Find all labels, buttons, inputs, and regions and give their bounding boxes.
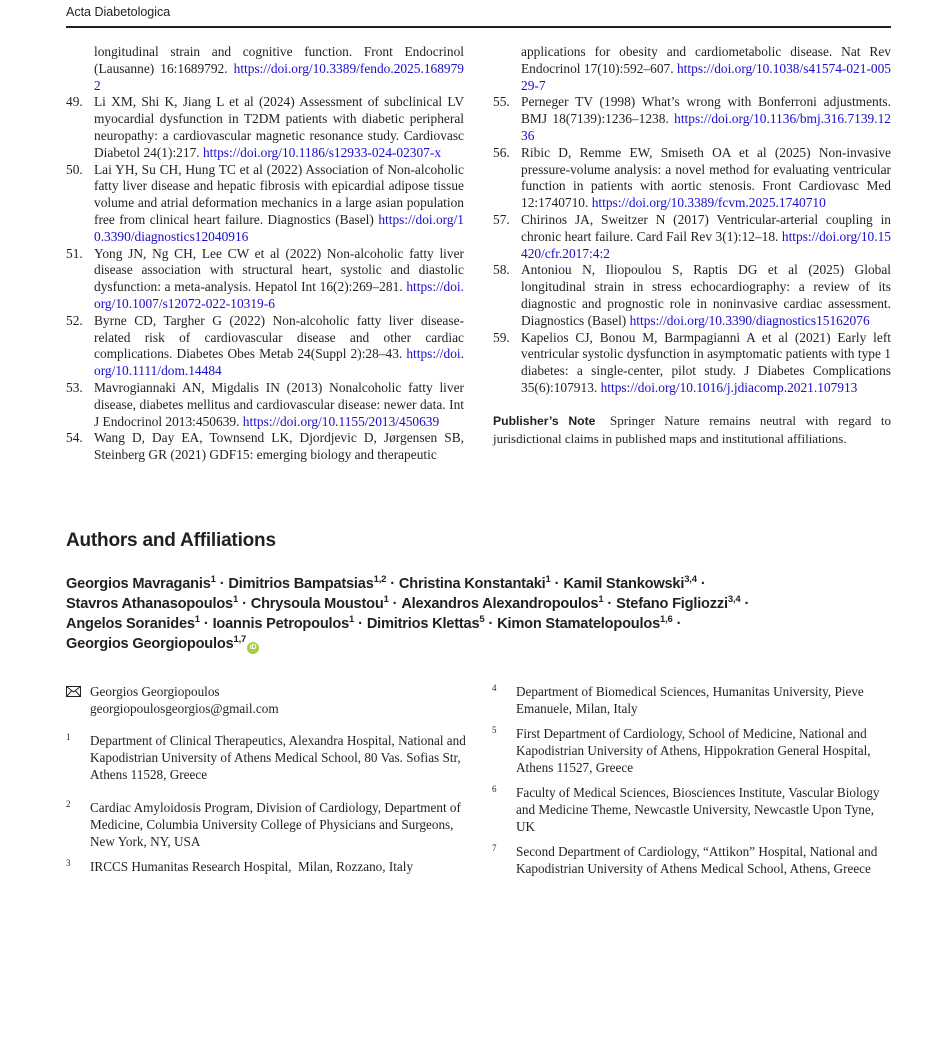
author-name[interactable]: Ioannis Petropoulos$^1$ [212,614,355,632]
author-separator: · [554,576,560,592]
reference-text: longitudinal strain and cognitive function. Front Endocrinol (Lausanne) 16:1689792. [94,44,464,76]
reference-text: Byrne CD, Targher G (2022) Non-alcoholic fatty liver disease-related risk of cardiovascular disease and other cardiac complications. Diabetes Obes Metab 24(Suppl 2):28–43. [94,312,464,362]
reference-doi-link[interactable]: https://doi.org/10.1038/s41574-021-00529-7 [521,60,891,93]
reference-number: 56. [493,144,510,160]
affiliation-text: IRCCS Humanitas Research Hospital, Milan, Rozzano, Italy [90,859,414,874]
author-name[interactable]: Christina Konstantaki$^1$ [398,574,551,592]
reference-doi-link[interactable]: https://doi.org/10.1007/s12072-022-10319-6 [94,279,464,311]
author-name[interactable]: Angelos Soranides$^1$ [66,614,200,632]
reference-doi-link[interactable]: https://doi.org/10.3390/diagnostics12040916 [94,211,464,244]
affiliation-number: 6 [492,784,497,794]
author-name[interactable]: Alexandros Alexandropoulos$^1$ [401,594,604,612]
author-name[interactable]: Chrysoula Moustou$^1$ [250,594,389,612]
affiliation-text: Department of Biomedical Sciences, Humanitas University, Pieve Emanuele, Milan, Italy [516,684,864,716]
author-separator: · [358,616,363,632]
reference-doi-link[interactable]: https://doi.org/10.1186/s12933-024-02307-x [202,144,442,160]
reference-number: 55. [493,94,510,110]
reference-doi-link[interactable]: https://doi.org/10.3390/diagnostics15162076 [629,312,870,328]
affiliation-text: Cardiac Amyloidosis Program, Division of Cardiology, Department of Medicine, Columbia University College of Physicians and Surgeons, New York, NY, USA [90,800,461,849]
affiliation-text: Department of Clinical Therapeutics, Alexandra Hospital, National and Kapodistrian University of Athens Medical School, 80 Vas. Sofias Str, Athens 11528, Greece [90,733,466,782]
affiliation-item [492,784,892,835]
reference-item [493,44,891,94]
reference-text: Antoniou N, Iliopoulou S, Raptis DG et al (2025) Global longitudinal strain in stress echocardiography: a review of its diagnostic and prognostic role in noninvasive cardiac assessment. Diagnostics (Basel) [521,262,891,328]
reference-text: Li XM, Shi K, Jiang L et al (2024) Assessment of subclinical LV myocardial dysfunction in T2DM patients with diabetic peripheral neuropathy: a cardiovascular magnetic resonance study. Cardiovasc Diabetol 24(1):217. [94,94,464,160]
affiliation-text: Second Department of Cardiology, “Attikon” Hospital, National and Kapodistrian University of Athens Medical School, Athens, Greece [516,844,878,876]
envelope-icon [66,686,81,697]
reference-item [493,212,891,262]
reference-text: Perneger TV (1998) What’s wrong with Bonferroni adjustments. BMJ 18(7139):1236–1238. [521,94,891,127]
reference-text: applications for obesity and cardiometabolic disease. Nat Rev Endocrinol 17(10):592–607. [521,44,891,76]
reference-text: Chirinos JA, Sweitzer N (2017) Ventricular-arterial coupling in chronic heart failure. Card Fail Rev 3(1):12–18. [521,211,891,244]
author-separator: · [203,616,209,632]
affiliation-number: 3 [66,858,71,868]
affiliations-column-left [66,683,466,883]
reference-number: 57. [493,211,510,227]
author-separator: · [676,616,682,632]
reference-doi-link[interactable]: https://doi.org/10.1155/2013/450639 [242,413,440,429]
reference-text: Yong JN, Ng CH, Lee CW et al (2022) Non-alcoholic fatty liver disease association with structural heart, systolic and diastolic dysfunction: a meta-analysis. Hepatol Int 16(2):269–281. [94,245,464,295]
author-separator: · [242,596,247,612]
reference-item [66,246,464,313]
author-name[interactable]: Kimon Stamatelopoulos$^{1,6}$ [497,614,673,632]
affiliation-number: 4 [492,683,497,693]
author-affiliation-ref: 5 [479,614,485,625]
reference-item [493,145,891,212]
affiliation-number: 7 [492,843,497,853]
reference-item [66,380,464,430]
author-affiliation-ref: 1 [349,614,355,625]
author-name[interactable]: Stefano Figliozzi$^{3,4}$ [616,594,741,612]
reference-doi-link[interactable]: https://doi.org/10.1111/dom.14484 [94,346,464,379]
reference-number: 59. [493,329,510,345]
reference-number: 52. [66,312,83,328]
author-affiliation-ref: 1,7 [233,634,247,645]
reference-doi-link[interactable]: https://doi.org/10.15420/cfr.2017:4:2 [521,228,891,261]
author-name[interactable]: Dimitrios Klettas$^5$ [366,614,485,632]
reference-doi-link[interactable]: https://doi.org/10.3389/fendo.2025.1689792 [94,60,464,93]
author-affiliation-ref: 3,4 [684,574,697,585]
corresponding-author-name: Georgios Georgiopoulos [90,684,220,699]
reference-item [66,44,464,94]
publisher-note-label: Publisher’s Note [493,413,596,428]
references-column-right [493,44,891,447]
orcid-icon[interactable]: iD [247,642,259,654]
affiliation-item [66,732,466,783]
affiliation-item [492,725,892,776]
publisher-note-text: Springer Nature remains neutral with regard to jurisdictional claims in published maps and institutional affiliations. [493,412,892,446]
reference-item [493,262,891,329]
reference-number: 49. [66,94,83,110]
author-affiliation-ref: 1 [232,594,239,605]
author-separator: · [488,616,494,632]
reference-item [493,330,891,397]
reference-number: 54. [66,430,83,446]
affiliation-item [66,858,466,875]
affiliation-text: Faculty of Medical Sciences, Biosciences Institute, Vascular Biology and Medicine Theme, Newcastle University, Newcastle Upon Tyne, UK [516,785,880,834]
affiliation-number: 5 [492,725,497,735]
reference-doi-link[interactable]: https://doi.org/10.3389/fcvm.2025.1740710 [591,195,826,211]
author-separator: · [744,596,750,612]
reference-item [493,94,891,144]
reference-item [66,162,464,246]
affiliation-number: 1 [66,732,71,742]
author-affiliation-ref: 1 [383,594,389,605]
reference-text: Wang D, Day EA, Townsend LK, Djordjevic D, Jørgensen SB, Steinberg GR (2021) GDF15: emerging biology and therapeutic [94,430,464,463]
author-name[interactable]: Georgios Georgiopoulos$^{1,7}$ [66,634,247,652]
reference-doi-link[interactable]: https://doi.org/10.1136/bmj.316.7139.1236 [521,111,891,143]
corresponding-author-email[interactable]: georgiopoulosgeorgios@gmail.com [90,701,279,716]
reference-number: 50. [66,161,83,177]
reference-number: 53. [66,379,83,395]
reference-number: 51. [66,245,83,261]
reference-text: Kapelios CJ, Bonou M, Barmpagianni A et al (2021) Early left ventricular systolic dysfunction in asymptomatic patients with type 1 diabetes: a single-center, pilot study. J Diabetes Complications 35(6):107913. [521,329,891,395]
author-affiliation-ref: 1,6 [660,614,673,625]
affiliations-column-right [492,683,892,885]
author-affiliation-ref: 1 [210,574,216,585]
author-name[interactable]: Kamil Stankowski$^{3,4}$ [563,574,697,592]
author-separator: · [607,596,613,612]
author-name[interactable]: Dimitrios Bampatsias$^{1,2}$ [228,574,387,592]
author-affiliation-ref: 1 [598,594,604,605]
author-affiliation-ref: 3,4 [727,594,741,605]
publisher-note [493,412,891,447]
author-name[interactable]: Stavros Athanasopoulos$^1$ [66,594,239,612]
reference-text: Ribic D, Remme EW, Smiseth OA et al (2025) Non-invasive pressure-volume analysis: a novel method for evaluating ventricular function in patients with aortic stenosis. Front Cardiovasc Med 12:1740710. [521,144,891,211]
correspondence [66,683,466,717]
affiliation-number: 2 [66,799,71,809]
affiliation-item [66,799,466,850]
author-affiliation-ref: 1 [194,614,200,625]
reference-number: 58. [493,262,510,278]
header-rule [66,26,891,28]
author-name[interactable]: Georgios Mavraganis$^1$ [66,574,216,592]
affiliation-item [492,843,892,877]
affiliation-item [492,683,892,717]
references-column-left [66,44,464,464]
author-affiliation-ref: 1,2 [373,574,387,585]
author-affiliation-ref: 1 [545,574,551,585]
reference-item [66,430,464,464]
reference-text: Lai YH, Su CH, Hung TC et al (2022) Association of Non-alcoholic fatty liver disease and hepatic fibrosis with epicardial adipose tissue volume and atrial deformation mechanics in a large asian population free from clinical heart failure. Diagnostics (Basel) [94,161,464,227]
reference-item [66,94,464,161]
author-separator: · [700,576,706,592]
reference-doi-link[interactable]: https://doi.org/10.1016/j.jdiacomp.2021.107913 [600,379,858,395]
author-separator: · [390,576,395,592]
reference-text: Mavrogiannaki AN, Migdalis IN (2013) Nonalcoholic fatty liver disease, diabetes mellitus and cardiovascular disease: newer data. Int J Endocrinol 2013:450639. [94,379,464,429]
reference-item [66,313,464,380]
author-separator: · [392,596,398,612]
author-separator: · [219,576,225,592]
author-list [66,574,906,654]
affiliation-text: First Department of Cardiology, School of Medicine, National and Kapodistrian University of Athens, Hippokration General Hospital, Athens 11527, Greece [516,726,871,775]
running-head-journal: Acta Diabetologica [66,5,171,19]
authors-section-title: Authors and Affiliations [66,530,276,551]
